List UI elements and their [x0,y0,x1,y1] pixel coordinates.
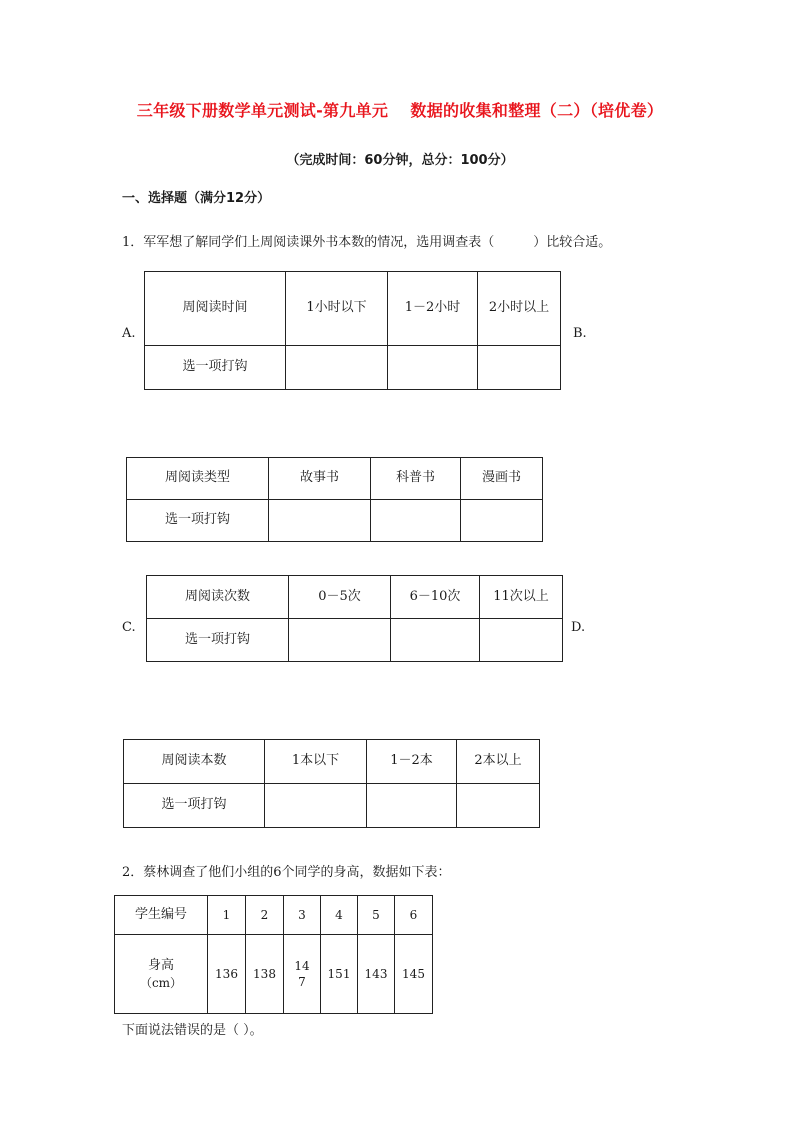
option-b-label: B. [573,326,587,341]
option-a-header-1: 1小时以下 [286,272,388,346]
option-a-cell [388,346,478,390]
option-a-label: A. [122,326,136,341]
height-table-id: 2 [246,896,284,935]
question-1-text: 1．军军想了解同学们上周阅读课外书本数的情况，选用调查表（ ）比较合适。 [122,235,612,250]
option-d-header-1: 1本以下 [265,740,367,784]
height-table [114,895,433,1014]
option-c-label: C. [122,620,136,635]
option-b-table [126,457,543,542]
option-d-cell [265,784,367,828]
height-value: 136 [208,935,246,1014]
option-d-cell [367,784,457,828]
option-d-cell [457,784,540,828]
option-b-cell [461,500,543,542]
option-a-table [144,271,561,390]
option-c-cell [391,619,480,662]
height-table-id: 4 [321,896,358,935]
option-d-label: D. [571,620,586,635]
option-c-header-1: 0－5次 [289,576,391,619]
option-a-header-0: 周阅读时间 [145,272,286,346]
height-value: 147 [284,935,321,1014]
question-2-followup: 下面说法错误的是（ ）。 [122,1023,263,1038]
option-b-header-2: 科普书 [371,458,461,500]
height-value: 151 [321,935,358,1014]
height-table-id: 3 [284,896,321,935]
option-c-header-3: 11次以上 [480,576,563,619]
height-unit: （cm） [139,975,183,990]
option-a-cell [478,346,561,390]
option-a-header-3: 2小时以上 [478,272,561,346]
height-table-row-label [115,935,208,1014]
option-a-cell [286,346,388,390]
option-b-header-3: 漫画书 [461,458,543,500]
option-c-header-0: 周阅读次数 [147,576,289,619]
height-value: 143 [358,935,395,1014]
question-2-text: 2．蔡林调查了他们小组的6个同学的身高，数据如下表： [122,865,451,880]
height-value: 145 [395,935,433,1014]
option-b-cell [371,500,461,542]
option-b-row-label: 选一项打钩 [127,500,269,542]
height-value: 138 [246,935,284,1014]
page-subtitle: （完成时间：60分钟，总分：100分） [286,153,514,168]
option-b-header-1: 故事书 [269,458,371,500]
page-title: 三年级下册数学单元测试-第九单元 数据的收集和整理（二）（培优卷） [136,101,664,120]
option-d-header-3: 2本以上 [457,740,540,784]
option-c-row-label: 选一项打钩 [147,619,289,662]
option-d-row-label: 选一项打钩 [124,784,265,828]
option-d-table [123,739,540,828]
height-label: 身高 [147,958,174,974]
height-table-id: 6 [395,896,433,935]
option-d-header-2: 1－2本 [367,740,457,784]
option-d-header-0: 周阅读本数 [124,740,265,784]
option-c-table [146,575,563,662]
height-table-id: 1 [208,896,246,935]
height-table-id: 5 [358,896,395,935]
height-table-id-label: 学生编号 [115,896,208,935]
option-c-header-2: 6－10次 [391,576,480,619]
section-heading-choice: 一、选择题（满分12分） [122,191,271,206]
option-c-cell [480,619,563,662]
option-a-row-label: 选一项打钩 [145,346,286,390]
option-b-header-0: 周阅读类型 [127,458,269,500]
option-a-header-2: 1－2小时 [388,272,478,346]
option-b-cell [269,500,371,542]
option-c-cell [289,619,391,662]
